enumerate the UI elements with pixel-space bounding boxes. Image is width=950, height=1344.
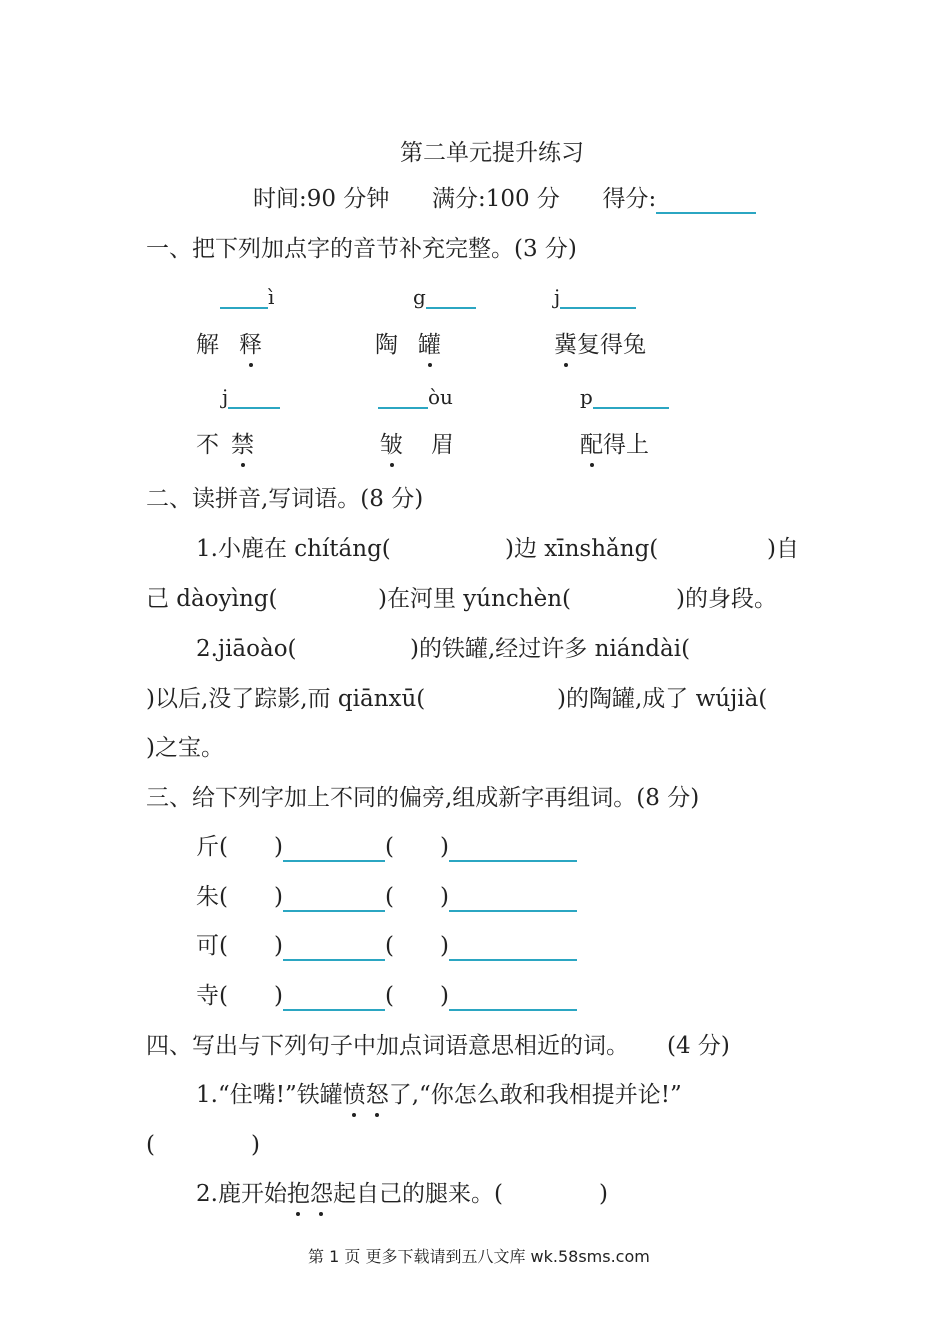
page-title: 第二单元提升练习 xyxy=(400,140,584,166)
score-blank[interactable] xyxy=(656,190,756,214)
word-blank[interactable] xyxy=(449,888,577,912)
q2-p1-d: 己 dàoyìng( xyxy=(146,586,278,612)
pinyin-blank[interactable] xyxy=(220,285,268,309)
pinyin-blank[interactable] xyxy=(378,385,428,409)
q3-row: 斤( ) ( ) xyxy=(196,832,577,862)
time-info: 时间:90 分钟 xyxy=(253,186,390,212)
q2-p1-a: 1.小鹿在 chítáng( xyxy=(196,536,391,562)
score-label: 得分: xyxy=(602,186,657,212)
q1-heading: 一、把下列加点字的音节补充完整。(3 分) xyxy=(146,236,577,262)
q1-word-1: 解 释 xyxy=(196,332,262,358)
q1-word-6: 配得上 xyxy=(580,432,649,458)
q3-char: 可 xyxy=(196,933,219,959)
q1-pinyin-2: g xyxy=(413,285,476,309)
q3-row: 朱( ) ( ) xyxy=(196,882,577,912)
q2-p1-c: )自 xyxy=(767,536,799,562)
q2-p1-e: )在河里 yúnchèn( xyxy=(378,586,571,612)
q4-sentence-2: 2.鹿开始抱怨起自己的腿来。( ) xyxy=(196,1181,608,1207)
q3-char: 斤 xyxy=(196,834,219,860)
q1-pinyin-4: j xyxy=(222,385,280,409)
q1-word-4: 不 禁 xyxy=(196,432,254,458)
q4-sentence-1: 1.“住嘴!”铁罐愤怒了,“你怎么敢和我相提并论!” xyxy=(196,1082,682,1108)
q2-p2-c: )以后,没了踪影,而 qiānxū( xyxy=(146,686,426,712)
word-blank[interactable] xyxy=(283,838,385,862)
q1-pinyin-1: ì xyxy=(220,285,274,309)
word-blank[interactable] xyxy=(283,987,385,1011)
q3-row: 可( ) ( ) xyxy=(196,931,577,961)
q2-heading: 二、读拼音,写词语。(8 分) xyxy=(146,486,424,512)
q3-char: 朱 xyxy=(196,884,219,910)
pinyin-blank[interactable] xyxy=(593,385,669,409)
q3-char: 寺 xyxy=(196,983,219,1009)
q2-p2-e: )之宝。 xyxy=(146,735,224,761)
q1-pinyin-6: p xyxy=(580,385,669,409)
pinyin-blank[interactable] xyxy=(560,285,636,309)
q2-p1-b: )边 xīnshǎng( xyxy=(505,536,659,562)
q2-p2-b: )的铁罐,经过许多 niándài( xyxy=(410,636,691,662)
q4-heading: 四、写出与下列句子中加点词语意思相近的词。 (4 分) xyxy=(146,1033,730,1059)
q2-p2-d: )的陶罐,成了 wújià( xyxy=(557,686,768,712)
q1-word-5: 皱 眉 xyxy=(380,432,454,458)
word-blank[interactable] xyxy=(283,937,385,961)
word-blank[interactable] xyxy=(449,838,577,862)
pinyin-blank[interactable] xyxy=(426,285,476,309)
q2-p1-f: )的身段。 xyxy=(676,586,777,612)
pinyin-blank[interactable] xyxy=(228,385,280,409)
q1-pinyin-3: j xyxy=(554,285,636,309)
q4-answer-1: ( ) xyxy=(146,1132,260,1158)
exam-info xyxy=(253,184,756,214)
word-blank[interactable] xyxy=(449,937,577,961)
word-blank[interactable] xyxy=(283,888,385,912)
full-score-info: 满分:100 分 xyxy=(431,186,560,212)
q1-word-3: 冀复得兔 xyxy=(554,332,646,358)
q4-points: (4 分) xyxy=(667,1033,730,1059)
word-blank[interactable] xyxy=(449,987,577,1011)
q1-pinyin-5: òu xyxy=(378,385,453,409)
q1-word-2: 陶 罐 xyxy=(375,332,441,358)
q2-p2-a: 2.jiāoào( xyxy=(196,636,297,662)
q3-heading: 三、给下列字加上不同的偏旁,组成新字再组词。(8 分) xyxy=(146,785,700,811)
q3-row: 寺( ) ( ) xyxy=(196,981,577,1011)
page-footer: 第 1 页 更多下载请到五八文库 wk.58sms.com xyxy=(308,1247,650,1266)
